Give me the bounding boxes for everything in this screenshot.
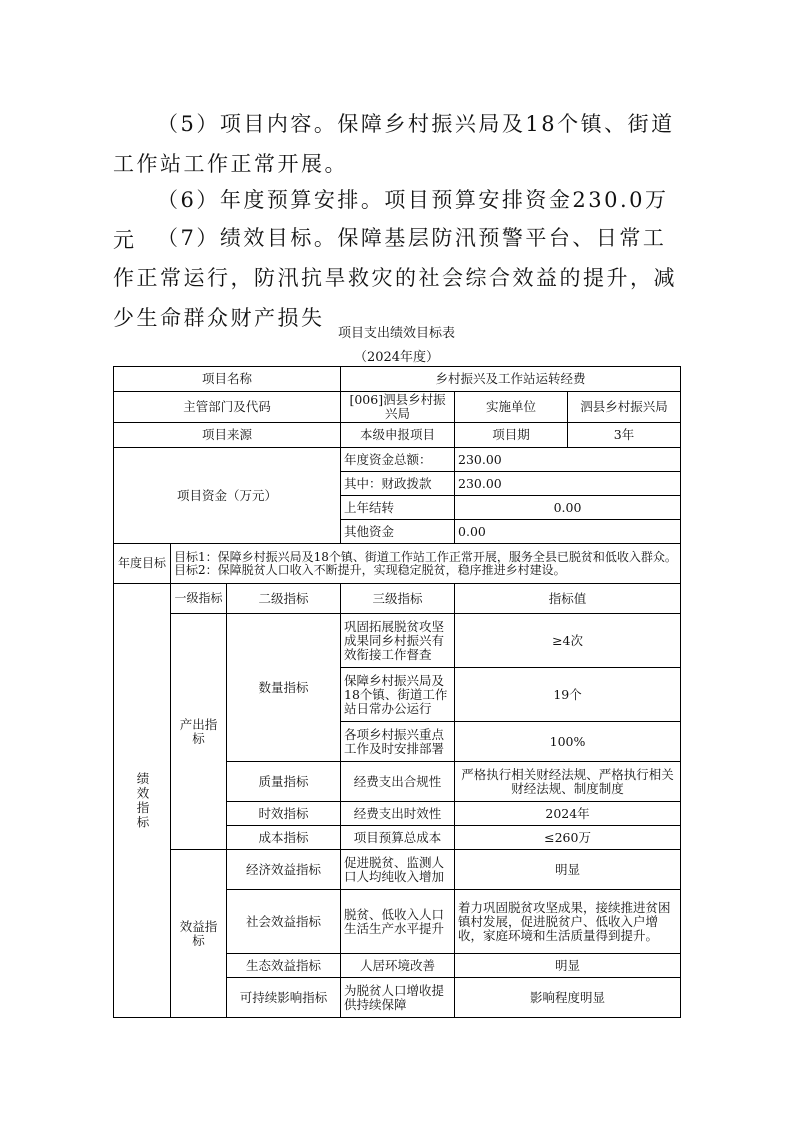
quantity-item-3: 各项乡村振兴重点工作及时安排部署: [341, 722, 455, 762]
table-row: [114, 448, 681, 472]
cost-item: 项目预算总成本: [341, 826, 455, 850]
quality-indicator-label: 质量指标: [227, 762, 341, 802]
impl-unit-label: 实施单位: [455, 392, 568, 423]
funds-carryover-value: 0.00: [455, 496, 681, 520]
economic-value: 明显: [455, 850, 681, 890]
economic-indicator-label: 经济效益指标: [227, 850, 341, 890]
cost-value: ≤260万: [455, 826, 681, 850]
funds-fiscal-label: 其中：财政拨款: [341, 472, 455, 496]
impl-unit-value: 泗县乡村振兴局: [568, 392, 681, 423]
paragraph-performance-goal: （7）绩效目标。保障基层防汛预警平台、日常工作正常运行，防汛抗旱救灾的社会综合效益的提升，减少生命群众财产损失: [113, 226, 677, 330]
source-value: 本级申报项目: [341, 423, 455, 448]
sustain-indicator-label: 可持续影响指标: [227, 978, 341, 1018]
funds-fiscal-value: 230.00: [455, 472, 681, 496]
economic-item: 促进脱贫、监测人口人均纯收入增加: [341, 850, 455, 890]
quality-value: 严格执行相关财经法规、严格执行相关财经法规、制度制度: [455, 762, 681, 802]
table-row: [114, 614, 681, 668]
social-item: 脱贫、低收入人口生活生产水平提升: [341, 890, 455, 954]
table-row: [114, 584, 681, 614]
perf-indicator-label: [114, 584, 171, 1018]
table-row: [114, 367, 681, 392]
social-value: 着力巩固脱贫攻坚成果，接续推进贫困镇村发展，促进脱贫户、低收入户增收，家庭环境和生活质量得到提升。: [455, 890, 681, 954]
dept-value: [006]泗县乡村振兴局: [341, 392, 455, 423]
quantity-indicator-label: 数量指标: [227, 614, 341, 762]
timeliness-value: 2024年: [455, 802, 681, 826]
benefit-indicator-label: 效益指标: [171, 850, 227, 1018]
quantity-item-2: 保障乡村振兴局及18个镇、街道工作站日常办公运行: [341, 668, 455, 722]
period-value: 3年: [568, 423, 681, 448]
funds-other-label: 其他资金: [341, 520, 455, 544]
header-value: 指标值: [455, 584, 681, 614]
table-year: （2024年度）: [353, 350, 440, 365]
output-indicator-label: 产出指标: [171, 614, 227, 850]
source-label: 项目来源: [114, 423, 341, 448]
cost-indicator-label: 成本指标: [227, 826, 341, 850]
sustain-value: 影响程度明显: [455, 978, 681, 1018]
period-label: 项目期: [455, 423, 568, 448]
dept-label: 主管部门及代码: [114, 392, 341, 423]
funds-total-value: 230.00: [455, 448, 681, 472]
quantity-value-1: ≥4次: [455, 614, 681, 668]
eco-indicator-label: 生态效益指标: [227, 954, 341, 978]
perf-indicator-text: 绩效指标: [135, 771, 150, 830]
project-name-label: 项目名称: [114, 367, 341, 392]
funds-total-label: 年度资金总额：: [341, 448, 455, 472]
header-l2: 二级指标: [227, 584, 341, 614]
paragraph-annual-budget: （6）年度预算安排。项目预算安排资金230.0万元: [113, 188, 669, 252]
timeliness-item: 经费支出时效性: [341, 802, 455, 826]
eco-item: 人居环境改善: [341, 954, 455, 978]
performance-target-table: [113, 366, 681, 1018]
project-name-value: 乡村振兴及工作站运转经费: [341, 367, 681, 392]
eco-value: 明显: [455, 954, 681, 978]
table-row: [114, 544, 681, 584]
header-l3: 三级指标: [341, 584, 455, 614]
timeliness-indicator-label: 时效指标: [227, 802, 341, 826]
table-row: [114, 392, 681, 423]
funds-label: 项目资金（万元）: [114, 448, 341, 544]
sustain-item: 为脱贫人口增收提供持续保障: [341, 978, 455, 1018]
quantity-value-2: 19个: [455, 668, 681, 722]
table-row: [114, 850, 681, 890]
annual-goal-label: 年度目标: [114, 544, 171, 584]
paragraph-project-content: （5）项目内容。保障乡村振兴局及18个镇、街道工作站工作正常开展。: [113, 112, 675, 176]
funds-other-value: 0.00: [455, 520, 681, 544]
funds-carryover-label: 上年结转: [341, 496, 455, 520]
table-title: 项目支出绩效目标表: [337, 326, 455, 341]
social-indicator-label: 社会效益指标: [227, 890, 341, 954]
header-l1: 一级指标: [171, 584, 227, 614]
quality-item: 经费支出合规性: [341, 762, 455, 802]
quantity-value-3: 100%: [455, 722, 681, 762]
table-row: [114, 423, 681, 448]
quantity-item-1: 巩固拓展脱贫攻坚成果同乡村振兴有效衔接工作督查: [341, 614, 455, 668]
annual-goal-value: 目标1：保障乡村振兴局及18个镇、街道工作站工作正常开展，服务全县已脱贫和低收入群众。 目标2：保障脱贫人口收入不断提升，实现稳定脱贫，稳序推进乡村建设。: [171, 544, 681, 584]
